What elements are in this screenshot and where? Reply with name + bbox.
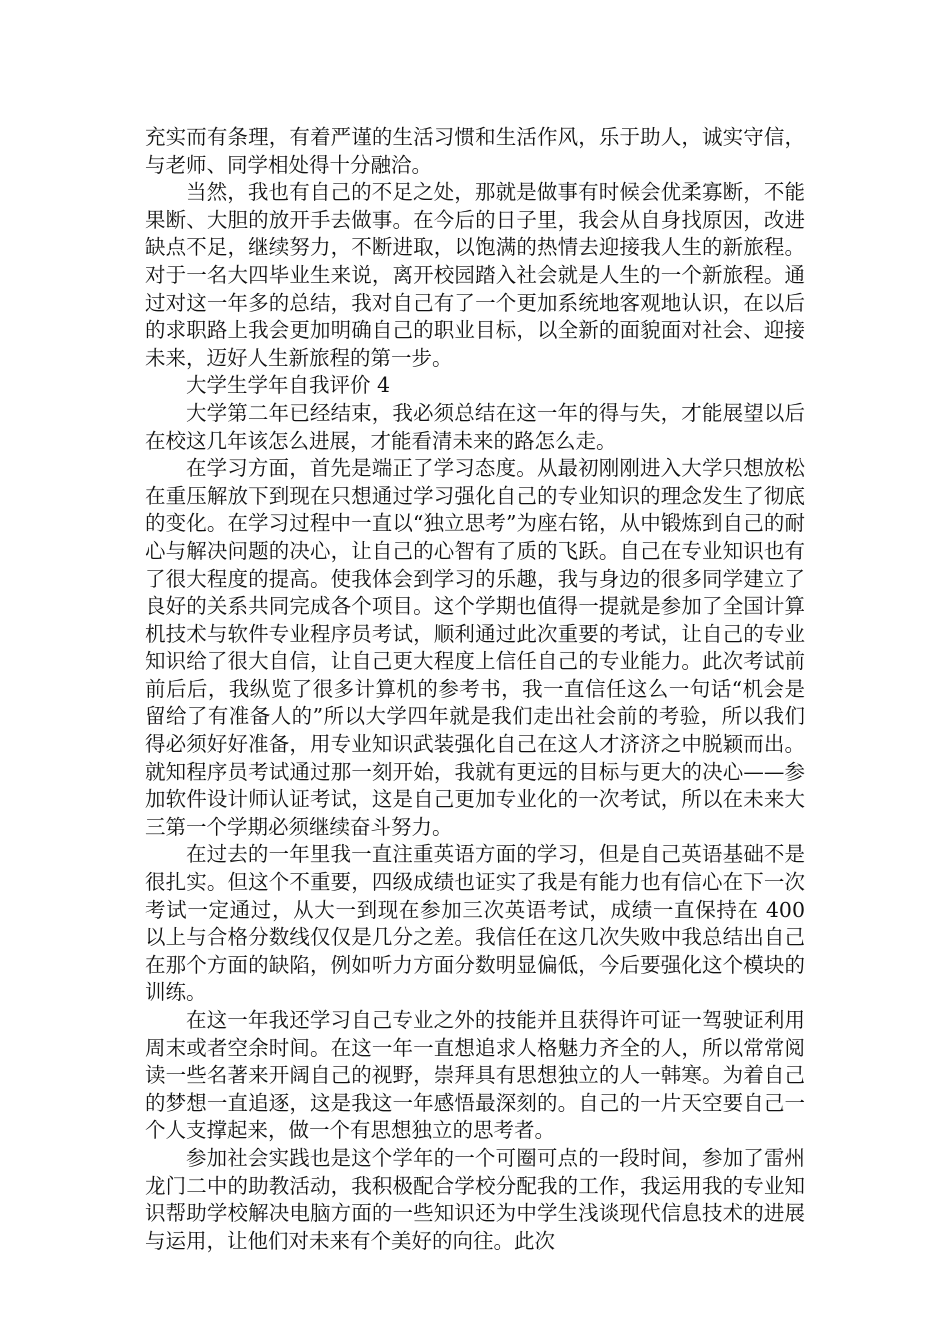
document-body bbox=[145, 124, 805, 1255]
paragraph-practice: 参加社会实践也是这个学年的一个可圈可点的一段时间，参加了雷州龙门二中的助教活动，我积极配合学校分配我的工作，我运用我的专业知识帮助学校解决电脑方面的一些知识还为中学生浅谈现代信息技术的进展与运用，让他们对未来有个美好的向往。此次 bbox=[145, 1145, 805, 1253]
paragraph-english: 在过去的一年里我一直注重英语方面的学习，但是自己英语基础不是很扎实。但这个不重要，四级成绩也证实了我是有能力也有信心在下一次考试一定通过，从大一到现在参加三次英语考试，成绩一直保持在 400 以上与合格分数线仅仅是几分之差。我信任在这几次失败中我总结出自己在那个方面的缺陷，例如听力方面分数明显偏低，今后要强化这个模块的训练。 bbox=[145, 842, 805, 1005]
paragraph-skills: 在这一年我还学习自己专业之外的技能并且获得许可证一驾驶证利用周末或者空余时间。在这一年一直想追求人格魅力齐全的人，所以常常阅读一些名著来开阔自己的视野，崇拜具有思想独立的人一韩寒。为着自己的梦想一直追逐，这是我这一年感悟最深刻的。自己的一片天空要自己一个人支撑起来，做一个有思想独立的思考者。 bbox=[145, 1008, 805, 1143]
paragraph-intro: 大学第二年已经结束，我必须总结在这一年的得与失，才能展望以后在校这几年该怎么进展，才能看清未来的路怎么走。 bbox=[145, 400, 805, 453]
paragraph-shortcomings: 当然，我也有自己的不足之处，那就是做事有时候会优柔寡断，不能果断、大胆的放开手去做事。在今后的日子里，我会从自身找原因，改进缺点不足，继续努力，不断进取，以饱满的热情去迎接我人生的新旅程。对于一名大四毕业生来说，离开校园踏入社会就是人生的一个新旅程。通过对这一年多的总结，我对自己有了一个更加系统地客观地认识，在以后的求职路上我会更加明确自己的职业目标，以全新的面貌面对社会、迎接未来，迈好人生新旅程的第一步。 bbox=[145, 180, 805, 370]
section-heading: 大学生学年自我评价 4 bbox=[186, 373, 391, 398]
paragraph-continuation: 充实而有条理，有着严谨的生活习惯和生活作风，乐于助人，诚实守信，与老师、同学相处得十分融洽。 bbox=[145, 125, 805, 177]
paragraph-study: 在学习方面，首先是端正了学习态度。从最初刚刚进入大学只想放松在重压解放下到现在只想通过学习强化自己的专业知识的理念发生了彻底的变化。在学习过程中一直以“独立思考”为座右铭，从中锻炼到自己的耐心与解决问题的决心，让自己的心智有了质的飞跃。自己在专业知识也有了很大程度的提高。使我体会到学习的乐趣，我与身边的很多同学建立了良好的关系共同完成各个项目。这个学期也值得一提就是参加了全国计算机技术与软件专业程序员考试，顺利通过此次重要的考试，让自己的专业知识给了很大自信，让自己更大程度上信任自己的专业能力。此次考试前前后后，我纵览了很多计算机的参考书，我一直信任这么一句话“机会是留给了有准备人的”所以大学四年就是我们走出社会前的考验，所以我们得必须好好准备，用专业知识武装强化自己在这人才济济之中脱颖而出。就知程序员考试通过那一刻开始，我就有更远的目标与更大的决心——参加软件设计师认证考试，这是自己更加专业化的一次考试，所以在未来大三第一个学期必须继续奋斗努力。 bbox=[145, 456, 805, 839]
